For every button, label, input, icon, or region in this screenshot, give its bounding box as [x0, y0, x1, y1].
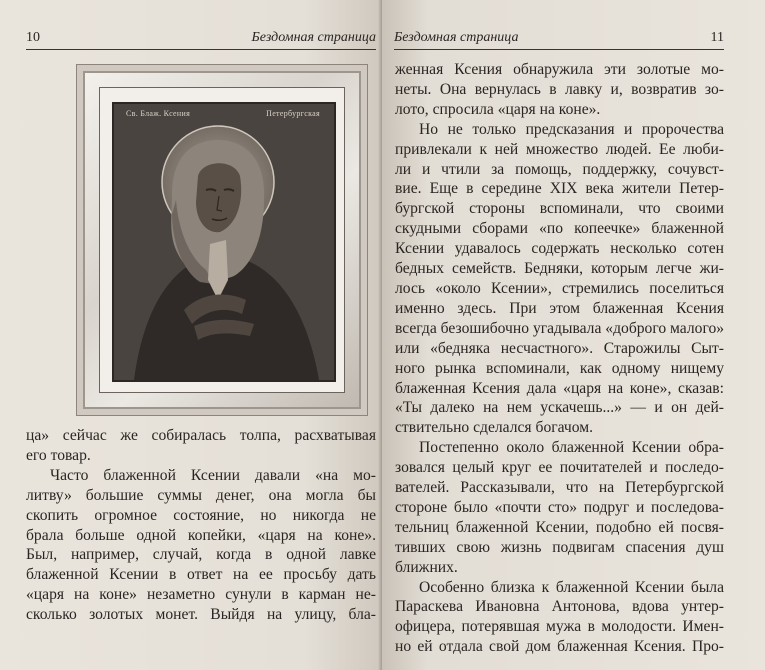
text-line: ли и чтили за помощь, поддержку, сочувст- — [395, 160, 724, 178]
text-line: Ксении удавалось содержать несколько сотен — [395, 240, 724, 258]
text-line: или «бедняка несчастного». Старожилы Сыт- — [395, 339, 724, 357]
text-line: блаженная Ксения дала «царя на коне», сказав: — [395, 379, 724, 397]
left-header — [26, 30, 376, 50]
text-line: офицера, потерявшая мужа в молодости. Имен- — [395, 618, 724, 636]
text-line: Параскева Ивановна Антонова, вдова унтер- — [395, 598, 724, 616]
page-number: 10 — [26, 30, 40, 45]
text-line: вателей. Рассказывали, что на Петербургской — [395, 479, 724, 497]
text-line: лото, спросила «царя на коне». — [395, 100, 601, 118]
text-line: Но не только предсказания и пророчества — [419, 120, 724, 138]
left-page — [0, 0, 382, 670]
text-line: лось «около Ксении», стремились поселиться — [395, 279, 724, 297]
running-title: Бездомная страница — [394, 30, 519, 45]
text-line: Часто блаженной Ксении давали «на мо- — [50, 466, 376, 484]
text-line: привлекали к ней множество людей. Ее люби- — [395, 140, 724, 158]
text-line: скудными сборами «по копеечке» блаженной — [395, 220, 724, 238]
text-line: но ей отдала свой дом блаженная Ксения. Про- — [395, 638, 724, 656]
text-line: «Ты далеко на нем ускачешь...» — и он дей- — [395, 399, 724, 417]
icon-caption-left: Св. Блаж. Ксения — [126, 109, 191, 118]
text-line: его товар. — [26, 446, 91, 464]
text-line: неты. Она вернулась в лавку и, возвратив зо- — [395, 80, 724, 98]
left-body-text — [26, 426, 376, 625]
icon-caption-right: Петербургская — [266, 109, 320, 118]
text-line: брала больше одной копейки, «царя на коне». — [26, 526, 376, 544]
text-line: сколько золотых монет. Выйдя на улицу, бла- — [26, 606, 376, 624]
text-line: Был, например, случай, когда в одной лавке — [26, 546, 376, 564]
text-line: стороне было «почти сто» подруг и последова- — [395, 498, 724, 516]
text-line: ца» сейчас же собиралась толпа, расхватывая — [26, 427, 376, 444]
text-line: зовался целый круг ее почитателей и последо- — [395, 459, 724, 477]
text-line: женная Ксения обнаружила эти золотые мо- — [395, 61, 724, 78]
right-body-text — [395, 60, 724, 657]
right-header — [394, 30, 724, 50]
header-rule — [394, 49, 724, 50]
text-line: ного рынка вспоминали, как одному нищему — [395, 359, 724, 377]
text-line: Постепенно около блаженной Ксении обра- — [419, 439, 724, 457]
text-line: вие. Еще в середине XIX века жители Петер- — [395, 180, 724, 198]
text-line: тивших свою жизнь подвигам спасения душ — [395, 538, 724, 556]
text-line: именно здесь. При этом блаженная Ксения — [395, 299, 724, 317]
text-line: Особенно близка к блаженной Ксении была — [419, 578, 724, 596]
text-line: всегда безошибочно угадывала «доброго малого» — [395, 319, 725, 337]
text-line: бургской стороны вспоминали, что своими — [395, 200, 724, 218]
page-number: 11 — [710, 30, 724, 45]
text-line: тельниц блаженной Ксении, подобно ей посвя- — [395, 518, 724, 536]
text-line: блаженной Ксении в ответ на ее просьбу дать — [26, 566, 376, 584]
text-line: ближних. — [395, 558, 458, 576]
text-line: ствительно сделался богачом. — [395, 419, 594, 437]
header-rule — [26, 49, 376, 50]
running-title: Бездомная страница — [251, 30, 376, 45]
text-line: скопить огромное состояние, но никогда не — [26, 506, 376, 524]
text-line: литву» большие суммы денег, она могла бы — [26, 486, 376, 504]
right-page — [382, 0, 765, 670]
icon-image — [112, 102, 336, 382]
text-line: бедных семейств. Бедняки, которым легче жи- — [395, 260, 724, 278]
icon-image-mat — [99, 87, 345, 393]
icon-image-frame — [76, 64, 368, 416]
saint-figure-drawing — [114, 104, 334, 380]
text-line: «царя на коне» незаметно сунули в карман не- — [26, 586, 376, 604]
